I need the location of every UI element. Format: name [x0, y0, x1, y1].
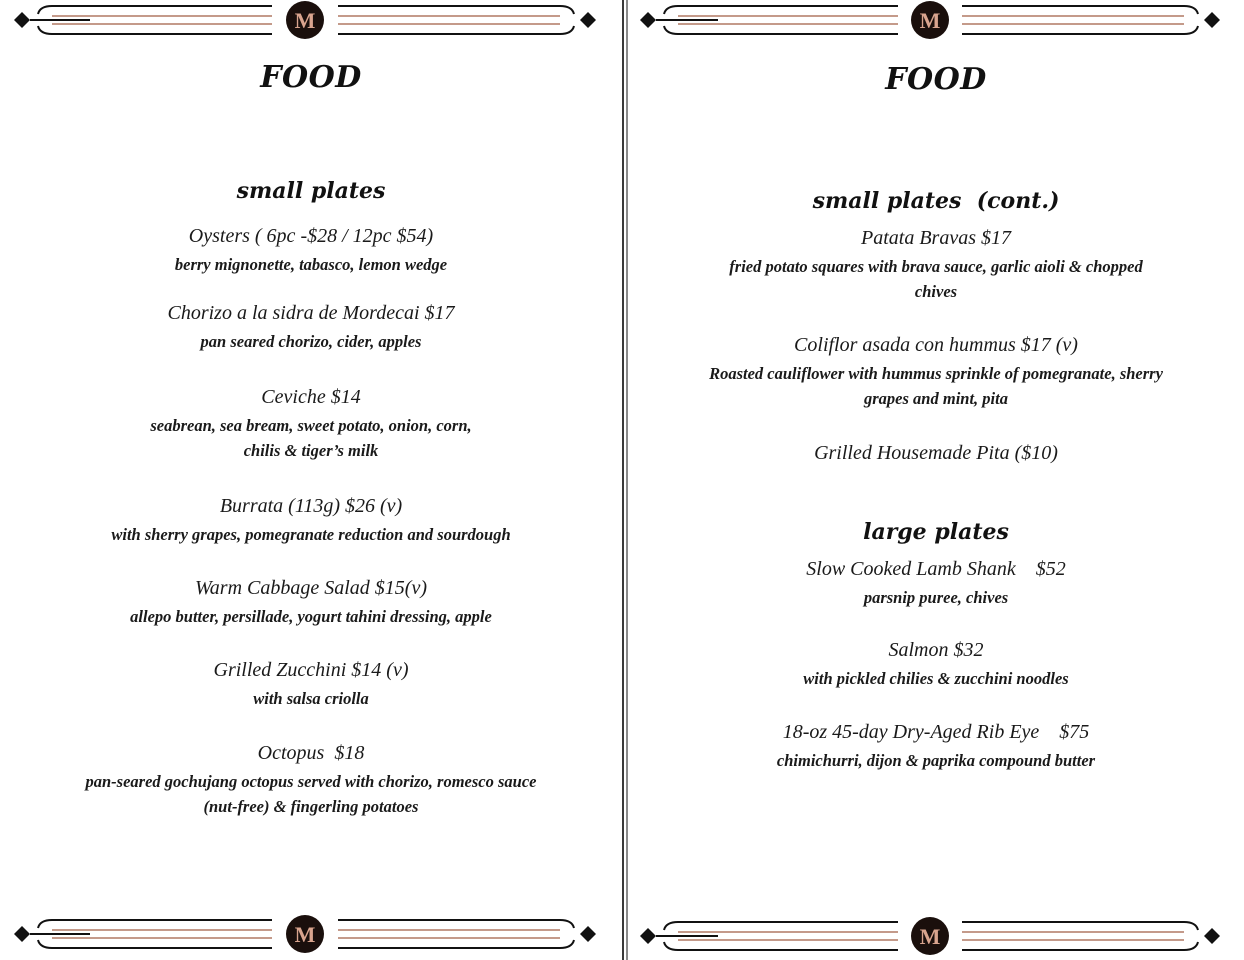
bottom-ornament [628, 916, 1244, 956]
ornament-divider-icon [628, 916, 1244, 956]
ornament-divider-icon [0, 914, 622, 954]
menu-item-description [20, 413, 602, 463]
menu-item [20, 301, 602, 354]
menu-page-right [628, 0, 1244, 960]
menu-item-description: with sherry grapes, pomegranate reduction and sourdough [111, 525, 511, 544]
description-line: seabrean, sea bream, sweet potato, onion, corn, [150, 416, 472, 435]
menu-item [10, 741, 612, 819]
description-line: (nut-free) & fingerling potatoes [203, 797, 419, 816]
menu-item [636, 333, 1236, 411]
section-heading-small-plates-cont: small plates (cont.) [812, 188, 1060, 214]
menu-item-description: chimichurri, dijon & paprika compound butter [776, 751, 1096, 770]
menu-item-name: Ceviche $14 [261, 386, 361, 408]
menu-item [648, 720, 1224, 773]
menu-item-description [10, 769, 612, 819]
menu-item-name: Patata Bravas $17 [861, 227, 1011, 249]
menu-item-name: Burrata (113g) $26 (v) [219, 495, 403, 517]
menu-item-description: allepo butter, persillade, yogurt tahini dressing, apple [130, 607, 492, 626]
menu-item-name: Coliflor asada con hummus $17 (v) [794, 334, 1078, 356]
menu-item-name: Oysters ( 6pc -$28 / 12pc $54) [188, 225, 434, 247]
top-ornament [0, 0, 622, 40]
section-heading-small-plates: small plates [236, 178, 386, 204]
logo-letter: M [294, 8, 316, 33]
menu-item-description: with pickled chilies & zucchini noodles [803, 669, 1069, 688]
menu-item [20, 658, 602, 711]
page-divider [622, 0, 624, 960]
menu-item-description: berry mignonette, tabasco, lemon wedge [174, 255, 448, 274]
menu-item-name: Chorizo a la sidra de Mordecai $17 [167, 302, 455, 324]
menu-item-name: Warm Cabbage Salad $15(v) [194, 577, 428, 599]
menu-item-name: Grilled Zucchini $14 (v) [213, 659, 409, 681]
menu-item [20, 576, 602, 629]
top-ornament [628, 0, 1244, 40]
menu-item [638, 226, 1234, 304]
menu-item-description [638, 254, 1234, 304]
menu-item-name: Grilled Housemade Pita ($10) [814, 442, 1058, 464]
menu-item [20, 224, 602, 277]
page-title: FOOD [260, 60, 362, 95]
description-line: fried potato squares with brava sauce, garlic aioli & chopped [729, 257, 1143, 276]
menu-item-description: pan seared chorizo, cider, apples [200, 332, 422, 351]
page-title: FOOD [885, 62, 987, 97]
ornament-divider-icon [628, 0, 1244, 40]
menu-item [648, 557, 1224, 610]
logo-letter: M [919, 924, 941, 949]
menu-item [648, 638, 1224, 691]
description-line: chives [914, 282, 958, 301]
description-line: pan-seared gochujang octopus served with chorizo, romesco sauce [85, 772, 537, 791]
menu-item-name: Slow Cooked Lamb Shank $52 [806, 558, 1066, 580]
menu-item-description: with salsa criolla [253, 689, 369, 708]
menu-item [20, 385, 602, 463]
menu-item-name: 18-oz 45-day Dry-Aged Rib Eye $75 [782, 721, 1090, 743]
bottom-ornament [0, 914, 622, 954]
description-line: grapes and mint, pita [864, 389, 1008, 408]
section-heading-large-plates: large plates [863, 519, 1009, 545]
logo-letter: M [919, 8, 941, 33]
description-line: chilis & tiger’s milk [243, 441, 379, 460]
description-line: Roasted cauliflower with hummus sprinkle of pomegranate, sherry [709, 364, 1163, 383]
menu-item [648, 441, 1224, 465]
menu-item-name: Salmon $32 [888, 639, 984, 661]
ornament-divider-icon [0, 0, 622, 40]
menu-item-description: parsnip puree, chives [863, 588, 1009, 607]
menu-item-description [636, 361, 1236, 411]
menu-item [20, 494, 602, 547]
menu-item-name: Octopus $18 [257, 742, 365, 764]
logo-letter: M [294, 922, 316, 947]
